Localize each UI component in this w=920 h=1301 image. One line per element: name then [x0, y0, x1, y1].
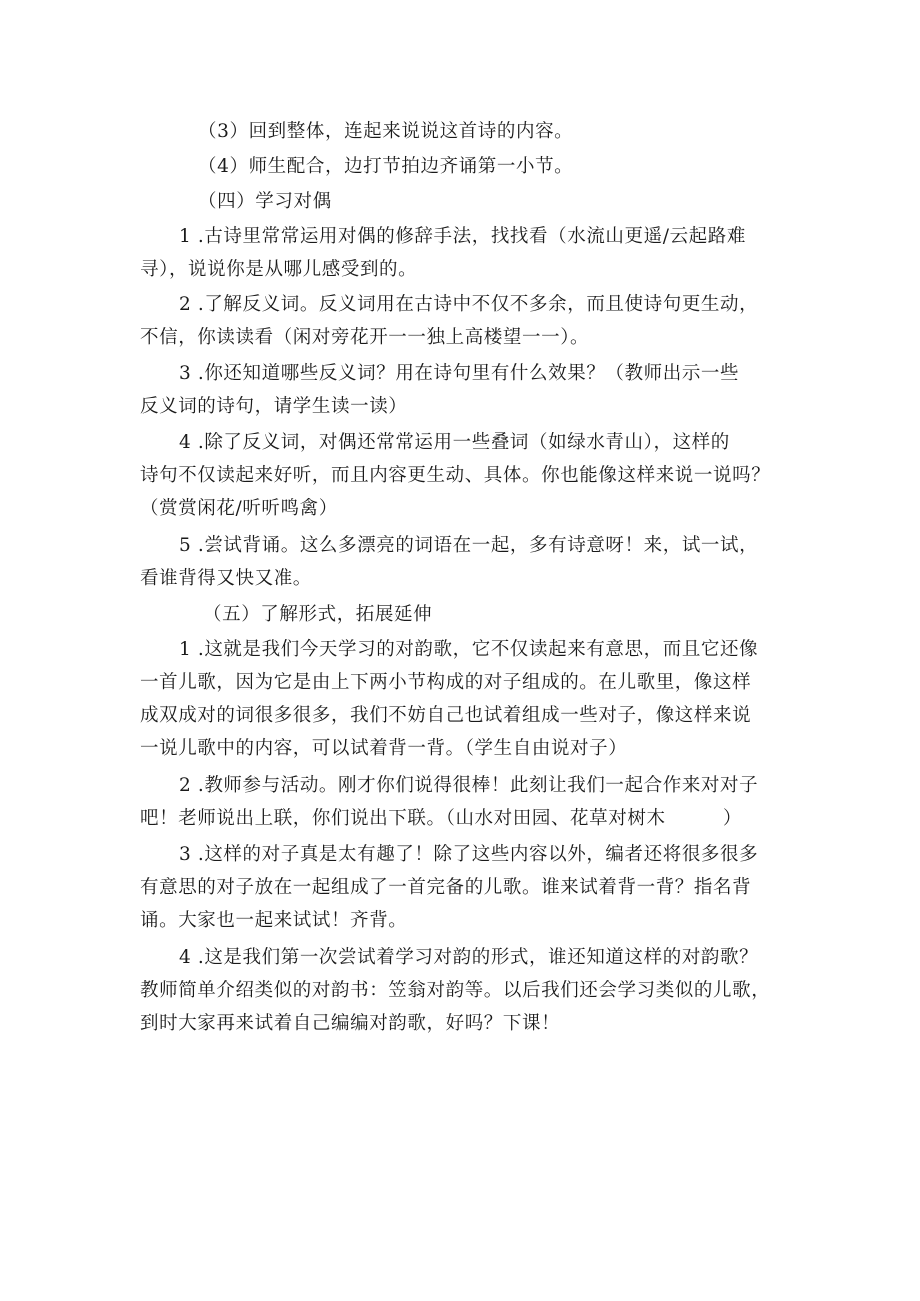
paragraph-line: 1 .古诗里常常运用对偶的修辞手法，找找看（水流山更遥/云起路难: [179, 226, 746, 247]
paragraph-step-3: （3）回到整体，连起来说说这首诗的内容。: [198, 121, 574, 142]
paragraph-line: 不信，你读读看（闲对旁花开一一独上高楼望一一）。: [140, 327, 590, 348]
paragraph-line: 4 .除了反义词，对偶还常常运用一些叠词（如绿水青山），这样的: [179, 432, 730, 453]
paragraph-line: 5 .尝试背诵。这么多漂亮的词语在一起，多有诗意呀！来，试一试，: [179, 535, 759, 556]
paragraph-line: 诵。大家也一起来试试！齐背。: [140, 910, 408, 931]
paragraph-line: 到时大家再来试着自己编编对韵歌，好吗？下课！: [140, 1013, 561, 1034]
paragraph-line: 看谁背得又快又准。: [140, 568, 312, 589]
paragraph-line: 3 .这样的对子真是太有趣了！除了这些内容以外，编者还将很多很多: [179, 844, 759, 865]
paragraph-line: 教师简单介绍类似的对韵书：笠翁对韵等。以后我们还会学习类似的儿歌，: [140, 980, 771, 1001]
paragraph-line: 诗句不仅读起来好听，而且内容更生动、具体。你也能像这样来说一说吗？: [140, 465, 771, 486]
paragraph-line: 成双成对的词很多很多，我们不妨自己也试着组成一些对子，像这样来说: [140, 705, 752, 726]
paragraph-line: 吧！老师说出上联，你们说出下联。（山水对田园、花草对树木 ）: [140, 808, 742, 829]
paragraph-line: 寻），说说你是从哪儿感受到的。: [140, 259, 418, 280]
paragraph-line: 一说儿歌中的内容，可以试着背一背。（学生自由说对子）: [140, 738, 628, 759]
paragraph-line: 一首儿歌，因为它是由上下两小节构成的对子组成的。在儿歌里，像这样: [140, 672, 752, 693]
paragraph-line: 反义词的诗句，请学生读一读）: [140, 396, 408, 417]
paragraph-line: 1 .这就是我们今天学习的对韵歌，它不仅读起来有意思，而且它还像: [179, 639, 759, 660]
paragraph-line: 2 .了解反义词。反义词用在古诗中不仅不多余，而且使诗句更生动，: [179, 294, 759, 315]
section-heading-5: （五）了解形式，拓展延伸: [203, 604, 433, 625]
section-heading-4: （四）学习对偶: [198, 191, 332, 212]
paragraph-line: 有意思的对子放在一起组成了一首完备的儿歌。谁来试着背一背？指名背: [140, 877, 752, 898]
paragraph-line: 4 .这是我们第一次尝试着学习对韵的形式，谁还知道这样的对韵歌？: [179, 947, 759, 968]
paragraph-line: 2 .教师参与活动。刚才你们说得很棒！此刻让我们一起合作来对对子: [179, 775, 759, 796]
paragraph-step-4: （4）师生配合，边打节拍边齐诵第一小节。: [198, 156, 574, 177]
paragraph-line: 3 .你还知道哪些反义词？用在诗句里有什么效果？（教师出示一些: [179, 363, 740, 384]
paragraph-line: （赏赏闲花/听听鸣禽）: [140, 498, 338, 519]
